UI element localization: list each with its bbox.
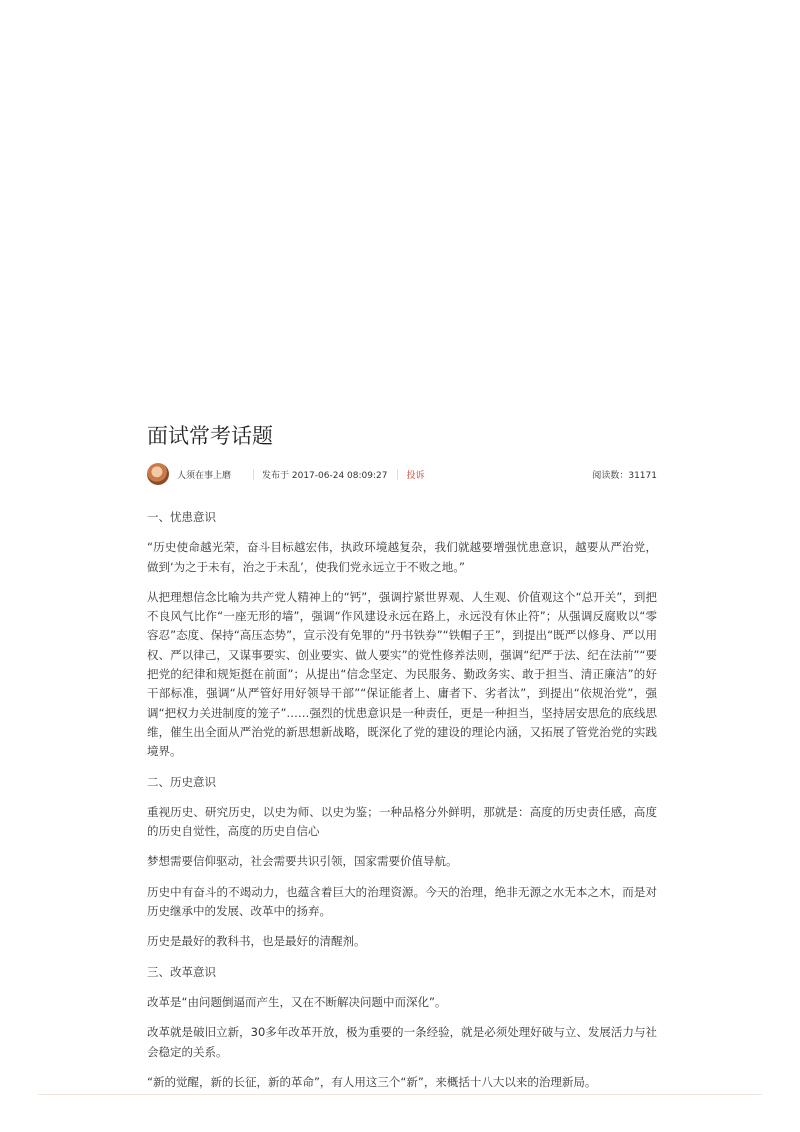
paragraph: 梦想需要信仰驱动，社会需要共识引领，国家需要价值导航。: [147, 854, 458, 869]
avatar[interactable]: [147, 463, 169, 485]
paragraph: “历史使命越光荣，奋斗目标越宏伟，执政环境越复杂，我们就越要增强忧患意识，越要从严治党，做到‘为之于未有，治之于未乱’，使我们党永远立于不败之地。”: [147, 540, 657, 574]
section-heading: 三、改革意识: [147, 964, 216, 979]
meta-divider: [253, 469, 254, 480]
paragraph: “新的觉醒，新的长征，新的革命”，有人用这三个“新”，来概括十八大以来的治理新局。: [147, 1074, 597, 1089]
bottom-divider: [38, 1094, 762, 1095]
article-title: 面试常考话题: [147, 424, 273, 448]
article: [147, 420, 657, 1103]
paragraph: 历史是最好的教科书，也是最好的清醒剂。: [147, 934, 366, 949]
paragraph: 历史中有奋斗的不竭动力，也蕴含着巨大的治理资源。今天的治理，绝非无源之水无本之木，而是对历史继承中的发展、改革中的扬弃。: [147, 884, 657, 919]
section-heading: 一、忧患意识: [147, 510, 216, 524]
author-name[interactable]: 人须在事上磨: [177, 470, 232, 481]
article-meta: [147, 462, 657, 486]
article-body: [147, 508, 657, 1092]
meta-divider: [397, 469, 398, 480]
paragraph: 从把理想信念比喻为共产党人精神上的“钙”，强调拧紧世界观、人生观、价值观这个“总开关”，到把不良风气比作“一座无形的墙”，强调“作风建设永远在路上，永远没有休止符”；从强调反腐败以“零容忍”态度、保持“高压态势”，宣示没有免罪的“丹书铁券”“铁帽子王”，到提出“既严以修身、严以用权、严以律己，又谋事要实、创业要实、做人要实”的党性修养法则，强调“纪严于法、纪在法前”“要把党的纪律和规矩挺在前面”；从提出“信念坚定、为民服务、勤政务实、敢于担当、清正廉洁”的好干部标准，强调“从严管好用好领导干部”“保证能者上、庸者下、劣者汰”，到提出“依规治党”，强调“把权力关进制度的笼子”……强烈的忧患意识是一种责任，更是一种担当，坚持居安思危的底线思维，催生出全面从严治党的新思想新战略，既深化了党的建设的理论内涵，又拓展了管党治党的实践境界。: [147, 589, 657, 759]
paragraph: 改革是“由问题倒逼而产生，又在不断解决问题中而深化”。: [147, 994, 447, 1009]
publish-time: 发布于 2017-06-24 08:09:27: [262, 470, 388, 481]
report-link[interactable]: 投诉: [406, 470, 425, 481]
read-count: 阅读数：31171: [592, 470, 657, 481]
paragraph: 重视历史、研究历史，以史为师、以史为鉴；一种品格分外鲜明，那就是：高度的历史责任感，高度的历史自觉性，高度的历史自信心: [147, 804, 657, 839]
section-heading: 二、历史意识: [147, 774, 216, 789]
paragraph: 改革就是破旧立新，30多年改革开放，极为重要的一条经验，就是必须处理好破与立、发展活力与社会稳定的关系。: [147, 1025, 657, 1059]
